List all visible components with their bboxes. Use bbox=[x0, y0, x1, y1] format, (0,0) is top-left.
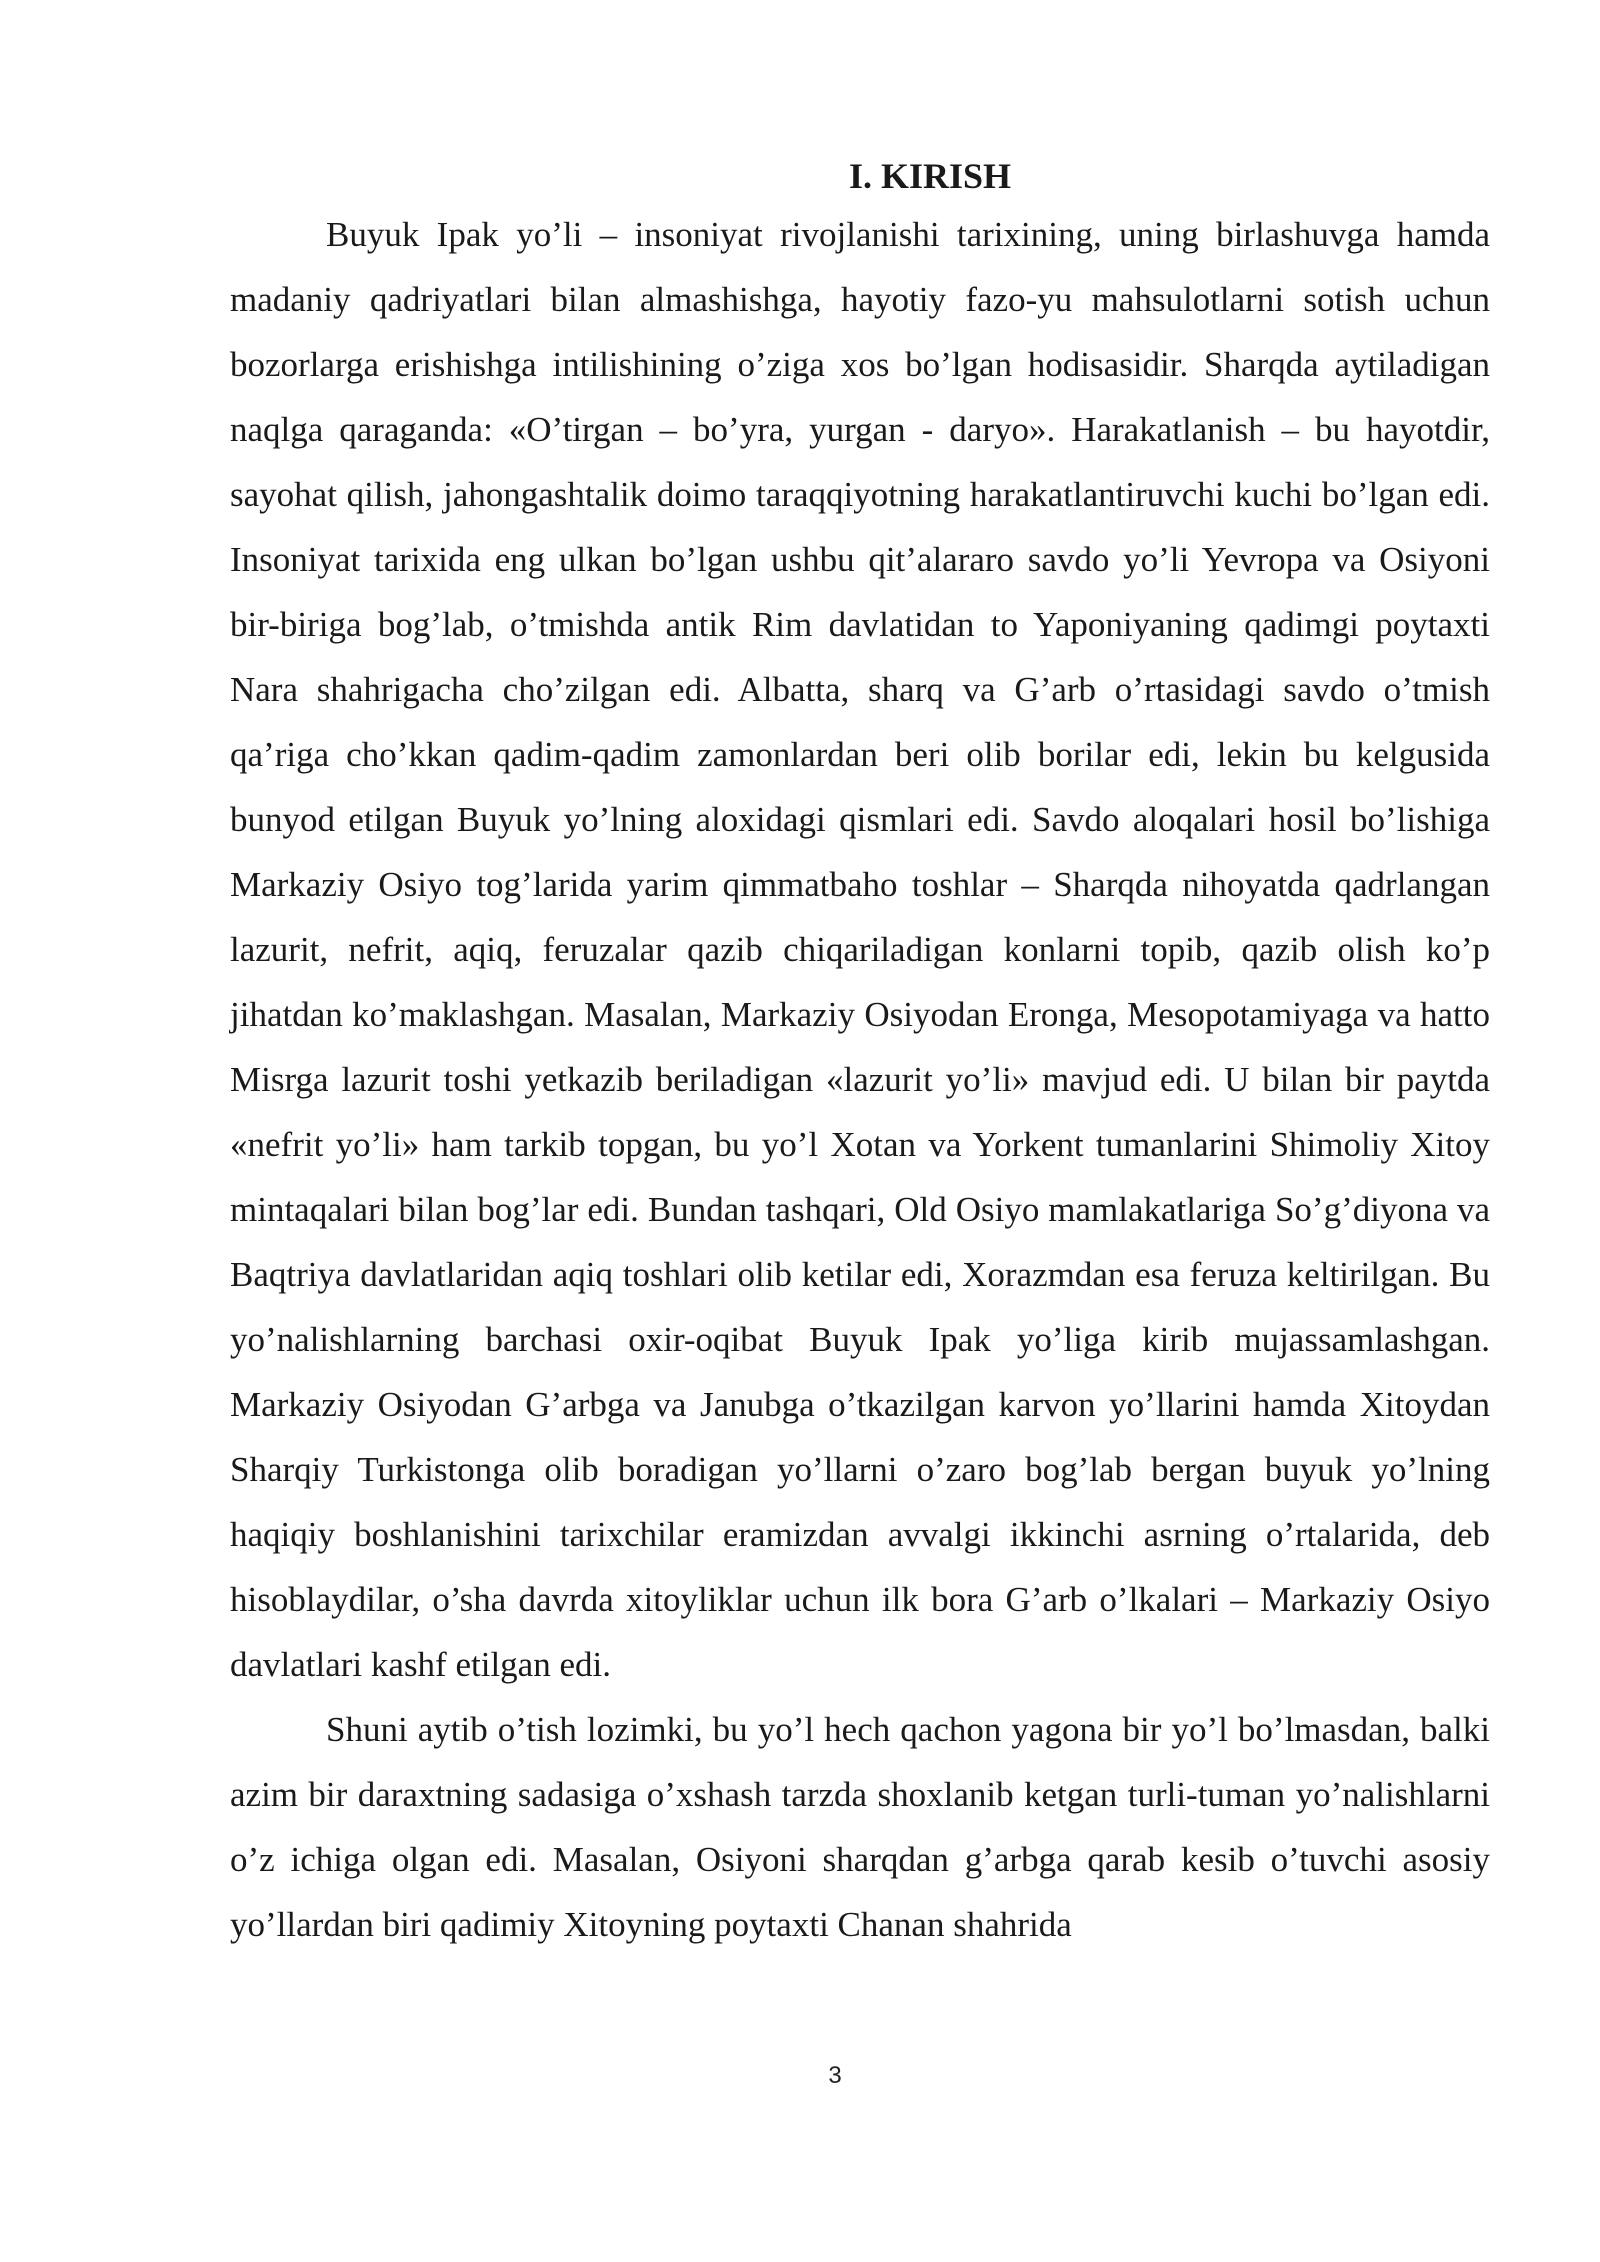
paragraph-2: Shuni aytib o’tish lozimki, bu yo’l hech qachon yagona bir yo’l bo’lmasdan, balki azim bir daraxtning sadasiga o’xshash tarzda shoxlanib ketgan turli-tuman yo’nalishlarni o’z ichiga olgan edi. Masalan, Osiyoni sharqdan g’arbga qarab kesib o’tuvchi asosiy yo’llardan biri qadimiy Xitoyning poytaxti Chanan shahrida bbox=[230, 1710, 1490, 1944]
section-heading: I. KIRISH bbox=[848, 156, 1012, 196]
page-number: 3 bbox=[828, 2062, 842, 2089]
page-content bbox=[230, 150, 1490, 1957]
paragraph-1: Buyuk Ipak yo’li – insoniyat rivojlanishi tarixining, uning birlashuvga hamda madaniy qadriyatlari bilan almashishga, hayotiy fazo-yu mahsulotlarni sotish uchun bozorlarga erishishga intilishining o’ziga xos bo’lgan hodisasidir. Sharqda aytiladigan naqlga qaraganda: «O’tirgan – bo’yra, yurgan - daryo». Harakatlanish – bu hayotdir, sayohat qilish, jahongashtalik doimo taraqqiyotning harakatlantiruvchi kuchi bo’lgan edi. Insoniyat tarixida eng ulkan bo’lgan ushbu qit’alararo savdo yo’li Yevropa va Osiyoni bir-biriga bog’lab, o’tmishda antik Rim davlatidan to Yaponiyaning qadimgi poytaxti Nara shahrigacha cho’zilgan edi. Albatta, sharq va G’arb o’rtasidagi savdo o’tmish qa’riga cho’kkan qadim-qadim zamonlardan beri olib borilar edi, lekin bu kelgusida bunyod etilgan Buyuk yo’lning aloxidagi qismlari edi. Savdo aloqalari hosil bo’lishiga Markaziy Osiyo tog’larida yarim qimmatbaho toshlar – Sharqda nihoyatda qadrlangan lazurit, nefrit, aqiq, feruzalar qazib chiqariladigan konlarni topib, qazib olish ko’p jihatdan ko’maklashgan. Masalan, Markaziy Osiyodan Eronga, Mesopotamiyaga va hatto Misrga lazurit toshi yetkazib beriladigan «lazurit yo’li» mavjud edi. U bilan bir paytda «nefrit yo’li» ham tarkib topgan, bu yo’l Xotan va Yorkent tumanlarini Shimoliy Xitoy mintaqalari bilan bog’lar edi. Bundan tashqari, Old Osiyo mamlakatlariga So’g’diyona va Baqtriya davlatlaridan aqiq toshlari olib ketilar edi, Xorazmdan esa feruza keltirilgan. Bu yo’nalishlarning barchasi oxir-oqibat Buyuk Ipak yo’liga kirib mujassamlashgan. Markaziy Osiyodan G’arbga va Janubga o’tkazilgan karvon yo’llarini hamda Xitoydan Sharqiy Turkistonga olib boradigan yo’llarni o’zaro bog’lab bergan buyuk yo’lning haqiqiy boshlanishini tarixchilar eramizdan avvalgi ikkinchi asrning o’rtalarida, deb hisoblaydilar, o’sha davrda xitoyliklar uchun ilk bora G’arb o’lkalari – Markaziy Osiyo davlatlari kashf etilgan edi. bbox=[230, 215, 1490, 1684]
